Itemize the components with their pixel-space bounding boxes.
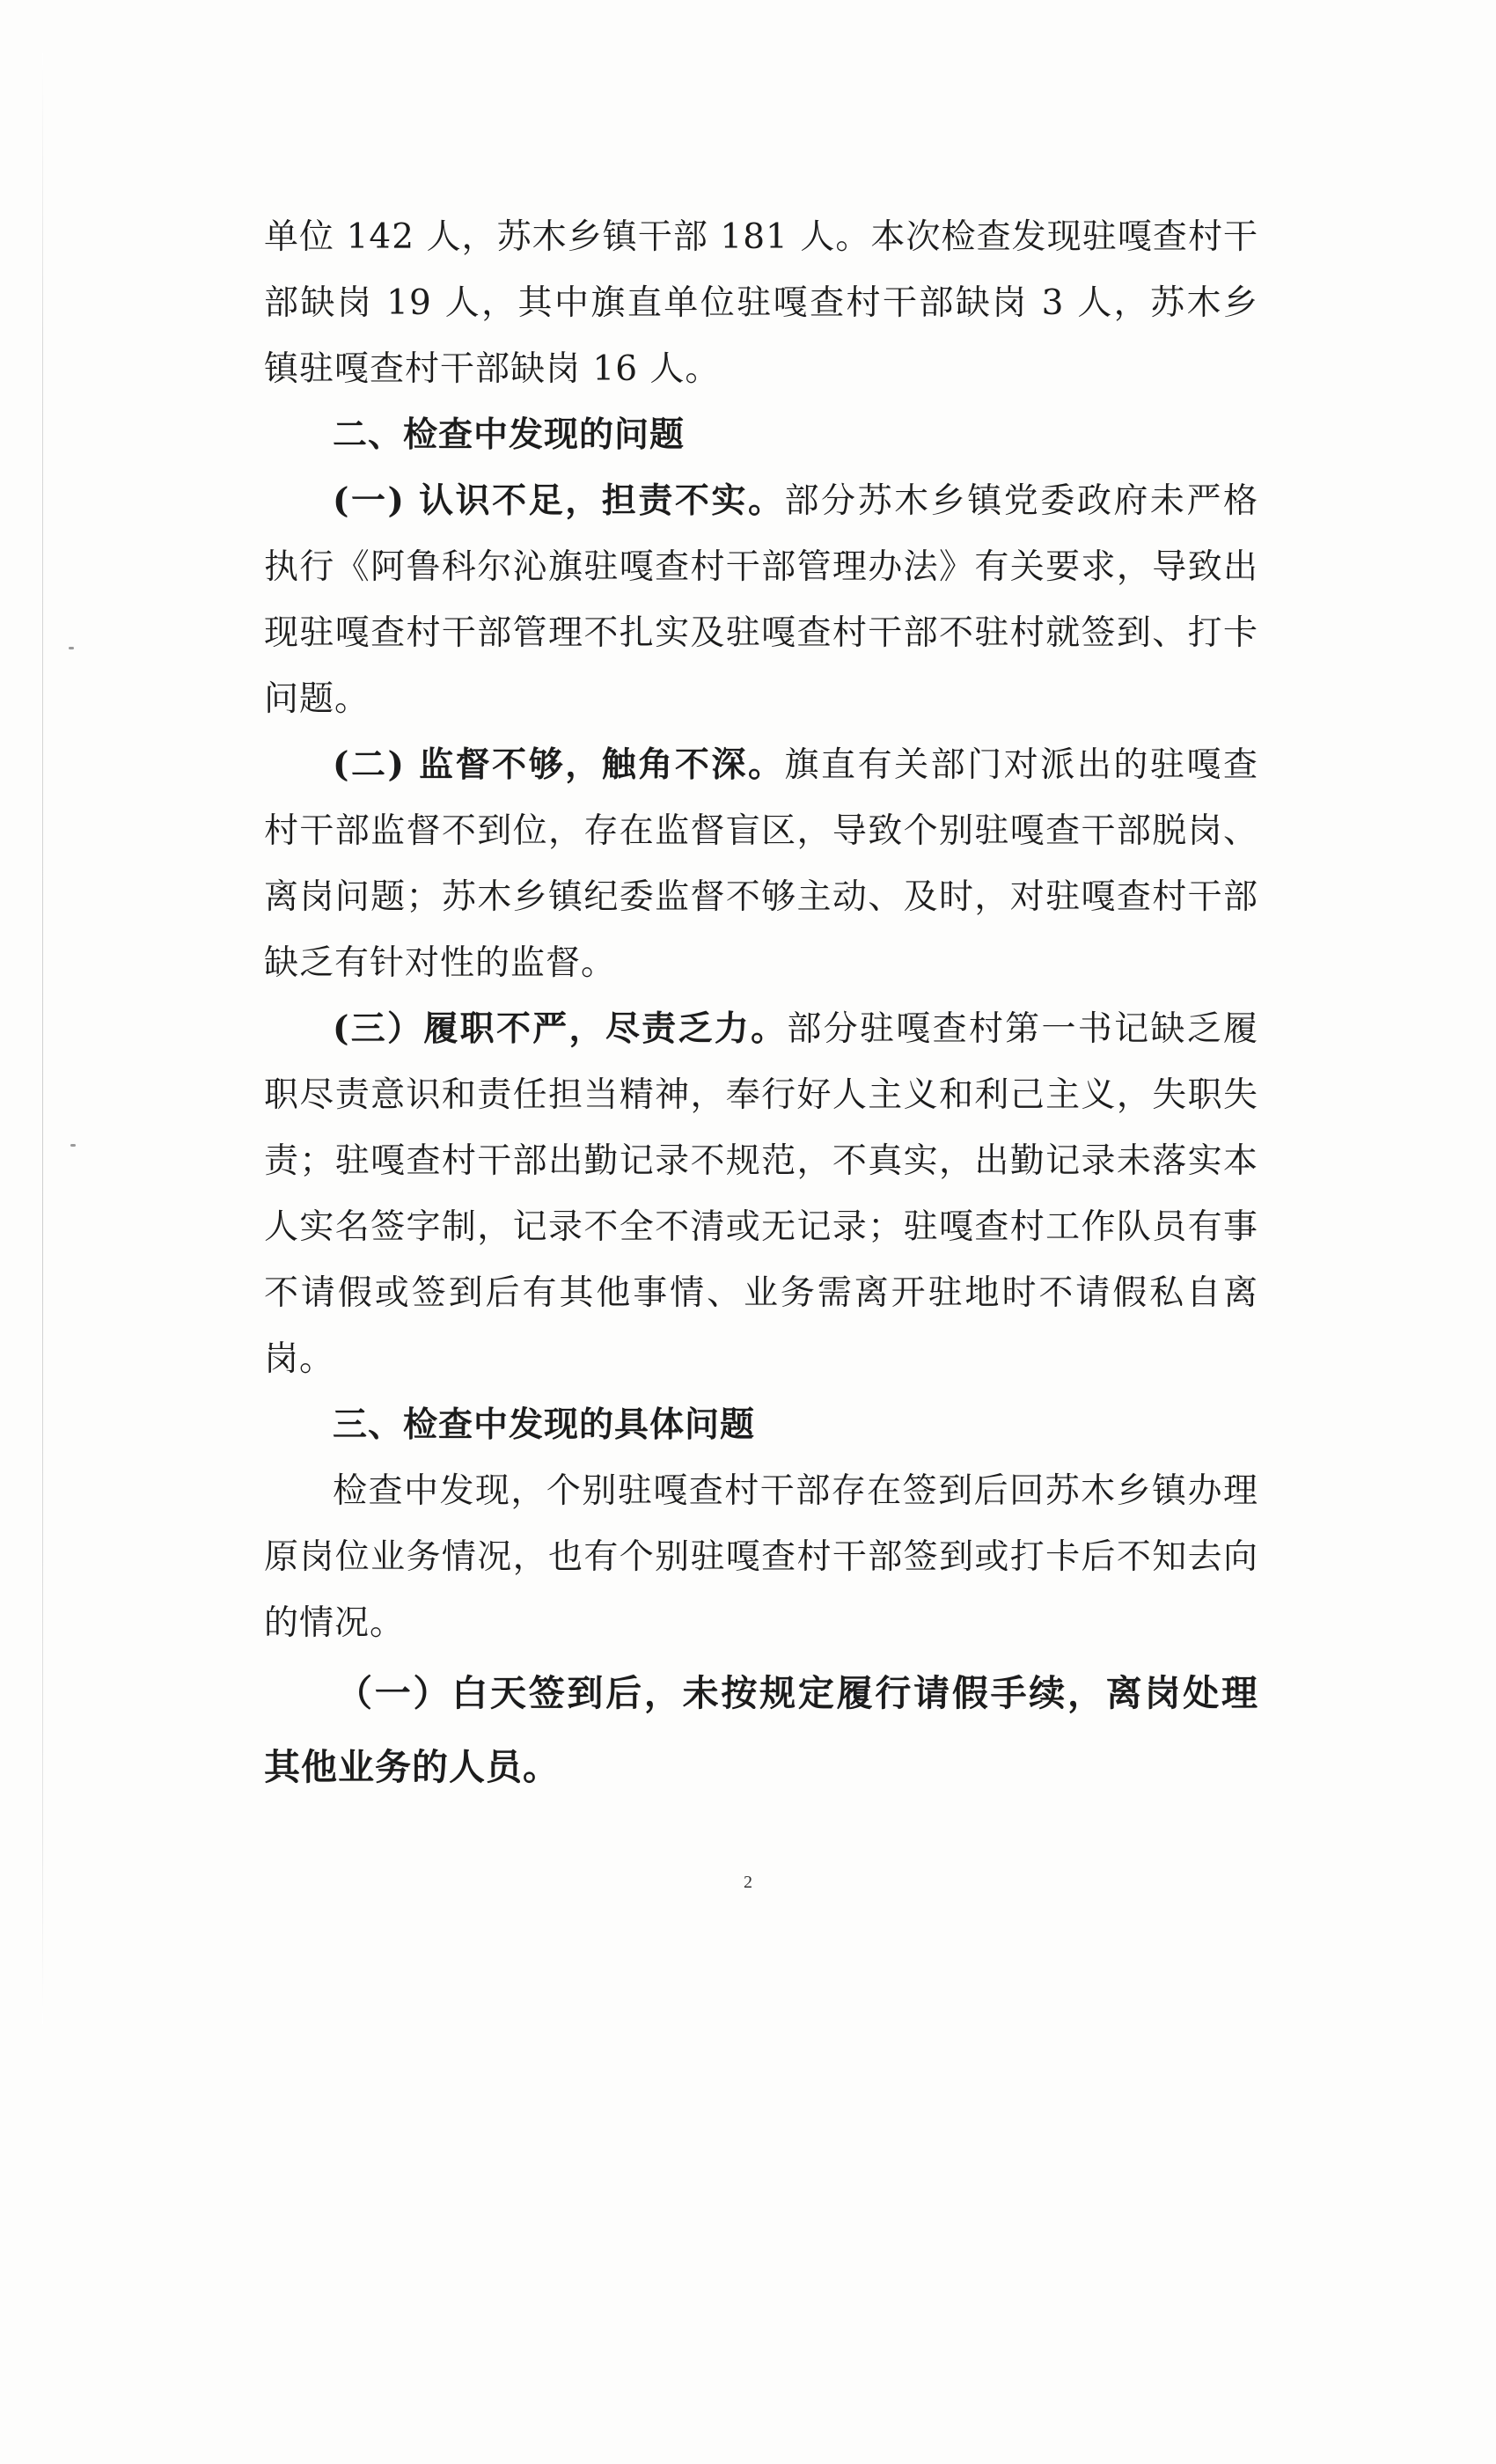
scan-speck bbox=[69, 647, 74, 649]
paragraph-problem-2-lead: (二) 监督不够，触角不深。 bbox=[333, 744, 785, 785]
section-heading-problems: 二、检查中发现的问题 bbox=[333, 415, 686, 455]
paragraph-specific-item-1: （一）白天签到后，未按规定履行请假手续，离岗处理其他业务的人员。 bbox=[264, 1672, 1258, 1788]
paragraph-problem-1-body: 部分苏木乡镇党委政府未严格执行《阿鲁科尔沁旗驻嘎查村干部管理办法》有关要求，导致出现驻嘎查村干部管理不扎实及驻嘎查村干部不驻村就签到、打卡问题。 bbox=[264, 481, 1258, 719]
paragraph-problem-2 bbox=[264, 732, 1258, 996]
paragraph-specific-intro: 检查中发现，个别驻嘎查村干部存在签到后回苏木乡镇办理原岗位业务情况，也有个别驻嘎查村干部签到或打卡后不知去向的情况。 bbox=[264, 1471, 1258, 1643]
section-heading-specific-problems: 三、检查中发现的具体问题 bbox=[333, 1405, 756, 1445]
paragraph-problem-1 bbox=[264, 468, 1258, 732]
document-body bbox=[264, 204, 1258, 1804]
paragraph-problem-3-lead: (三）履职不严，尽责乏力。 bbox=[333, 1008, 788, 1049]
scan-edge-line bbox=[42, 53, 43, 2024]
paragraph-problem-3-body: 部分驻嘎查村第一书记缺乏履职尽责意识和责任担当精神，奉行好人主义和利己主义，失职失责；驻嘎查村干部出勤记录不规范，不真实，出勤记录未落实本人实名签字制，记录不全不清或无记录；驻嘎查村工作队员有事不请假或签到后有其他事情、业务需离开驻地时不请假私自离岗。 bbox=[264, 1009, 1258, 1379]
scan-speck bbox=[70, 1144, 76, 1147]
paragraph-problem-1-lead: (一) 认识不足，担责不实。 bbox=[333, 480, 785, 521]
page-number: 2 bbox=[744, 1873, 752, 1892]
paragraph-intro-continuation: 单位 142 人，苏木乡镇干部 181 人。本次检查发现驻嘎查村干部缺岗 19 人，其中旗直单位驻嘎查村干部缺岗 3 人，苏木乡镇驻嘎查村干部缺岗 16 人。 bbox=[264, 217, 1258, 389]
paragraph-problem-3 bbox=[264, 996, 1258, 1392]
paragraph-problem-2-body: 旗直有关部门对派出的驻嘎查村干部监督不到位，存在监督盲区，导致个别驻嘎查干部脱岗、离岗问题；苏木乡镇纪委监督不够主动、及时，对驻嘎查村干部缺乏有针对性的监督。 bbox=[264, 745, 1258, 983]
